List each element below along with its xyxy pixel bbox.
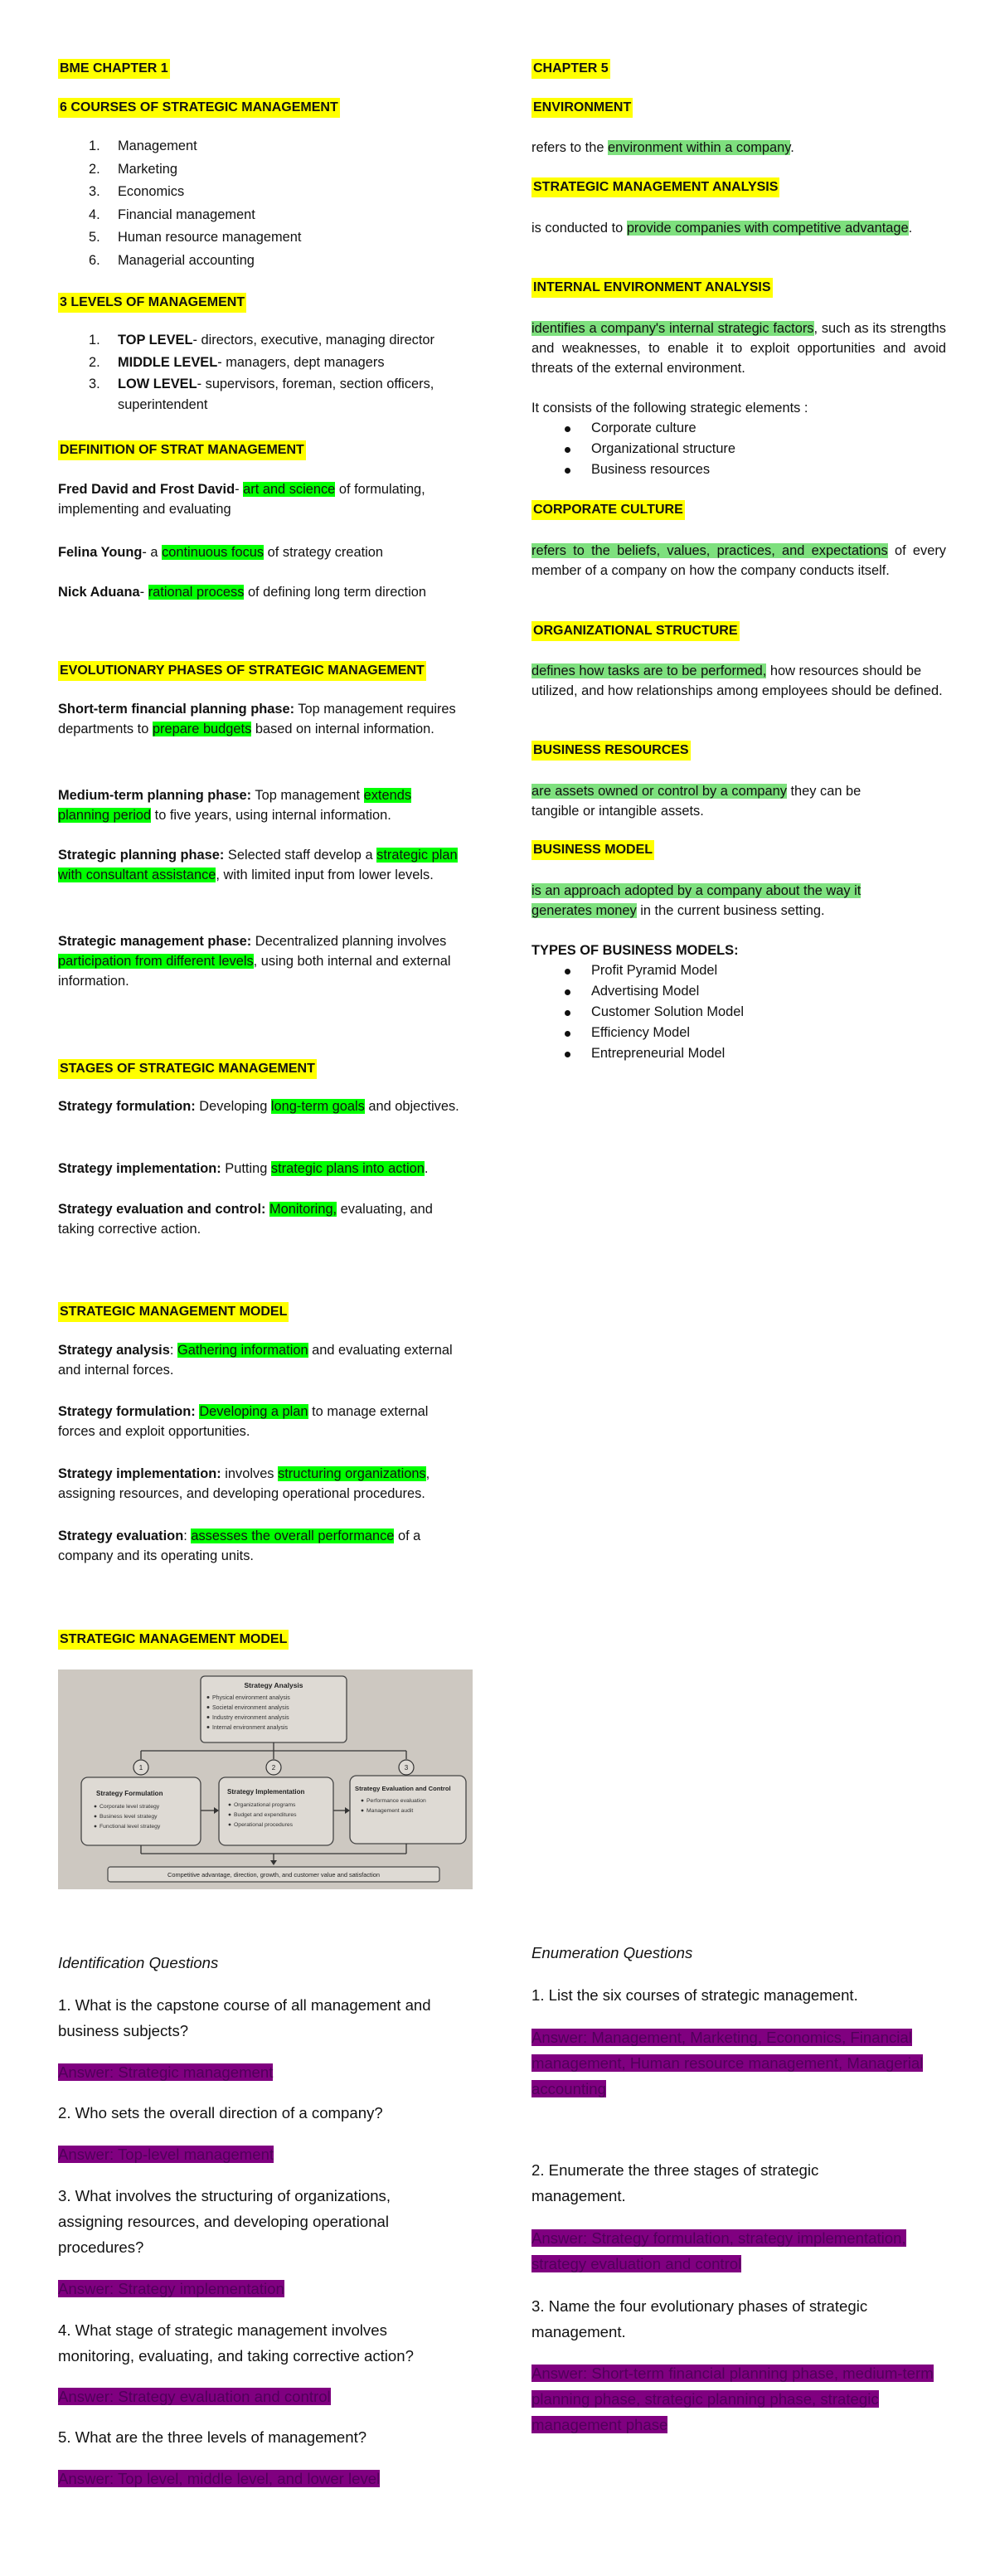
definition-felina-young: Felina Young- a continuous focus of strategy creation [58, 545, 384, 560]
phases-heading: EVOLUTIONARY PHASES OF STRATEGIC MANAGEMENT [58, 661, 426, 681]
list-item: 2. Marketing [89, 161, 177, 177]
id-answer: Answer: Top level, middle level, and lower level [58, 2470, 381, 2487]
evaluation-title: Strategy Evaluation and Control [355, 1785, 451, 1792]
enum-question: 3. Name the four evolutionary phases of strategic management. [531, 2297, 868, 2340]
id-question: 3. What involves the structuring of organizations, assigning resources, and developing operational procedures? [58, 2187, 391, 2256]
enum-question: 2. Enumerate the three stages of strategic management. [531, 2161, 819, 2204]
enumeration-heading: Enumeration Questions [531, 1944, 693, 1961]
implementation-item: Budget and expenditures [234, 1812, 297, 1818]
chapter-5-title: CHAPTER 5 [531, 59, 610, 79]
list-item: 2. MIDDLE LEVEL- managers, dept managers [89, 355, 385, 370]
list-item: Efficiency Model [531, 1023, 946, 1043]
internal-heading: INTERNAL ENVIRONMENT ANALYSIS [531, 278, 773, 298]
definition-nick-aduana: Nick Aduana- rational process of defining long term direction [58, 585, 426, 600]
analysis-heading: STRATEGIC MANAGEMENT ANALYSIS [531, 177, 779, 197]
phase-strategic-planning: Strategic planning phase: Selected staff develop a strategic plan with consultant assistance, with limited input from lower levels. [58, 848, 458, 882]
model-heading: STRATEGIC MANAGEMENT MODEL [58, 1302, 289, 1322]
list-item: Customer Solution Model [531, 1002, 946, 1023]
levels-list [58, 329, 473, 416]
stages-heading: STAGES OF STRATEGIC MANAGEMENT [58, 1059, 317, 1079]
internal-text: identifies a company's internal strategic factors, such as its strengths and weaknesses, to enable it to exploit opportunities and avoid threats of the external environment. [531, 321, 946, 376]
formulation-box [81, 1777, 201, 1845]
list-item: 3. LOW LEVEL- supervisors, foreman, section officers, superintendent [89, 377, 434, 412]
model-formulation: Strategy formulation: Developing a plan to manage external forces and exploit opportunities. [58, 1404, 429, 1439]
list-item: 4. Financial management [89, 207, 255, 222]
list-item: Business resources [531, 459, 946, 480]
structure-heading: ORGANIZATIONAL STRUCTURE [531, 621, 740, 641]
list-item: 5. Human resource management [89, 230, 302, 245]
phase-medium-term: Medium-term planning phase: Top management extends planning period to five years, using internal information. [58, 788, 412, 823]
definition-fred-david: Fred David and Frost David- art and science of formulating, implementing and evaluating [58, 482, 425, 517]
formulation-title: Strategy Formulation [96, 1790, 163, 1797]
resources-heading: BUSINESS RESOURCES [531, 741, 691, 761]
enum-question: 1. List the six courses of strategic management. [531, 1986, 858, 2004]
list-item: Entrepreneurial Model [531, 1043, 946, 1064]
list-item: Corporate culture [531, 418, 946, 439]
culture-heading: CORPORATE CULTURE [531, 500, 685, 520]
analysis-text: is conducted to provide companies with competitive advantage. [531, 221, 913, 236]
strategic-model-diagram [58, 1670, 473, 1889]
enum-answer: Answer: Short-term financial planning phase, medium-term planning phase, strategic planning phase, strategic management phase [531, 2365, 934, 2433]
stage-implementation: Strategy implementation: Putting strategic plans into action. [58, 1161, 429, 1176]
list-item: Advertising Model [531, 981, 946, 1002]
formulation-item: Corporate level strategy [100, 1804, 160, 1810]
model-heading-2: STRATEGIC MANAGEMENT MODEL [58, 1630, 289, 1650]
structure-text: defines how tasks are to be performed, how resources should be utilized, and how relationships among employees should be defined. [531, 663, 943, 698]
resources-text: are assets owned or control by a company they can be tangible or intangible assets. [531, 784, 862, 819]
list-item: Profit Pyramid Model [531, 960, 946, 981]
levels-heading: 3 LEVELS OF MANAGEMENT [58, 293, 246, 313]
id-answer: Answer: Strategy implementation [58, 2280, 284, 2297]
identification-heading: Identification Questions [58, 1954, 219, 1971]
id-question: 1. What is the capstone course of all management and business subjects? [58, 1996, 431, 2039]
implementation-item: Operational procedures [234, 1822, 294, 1828]
analysis-item: Industry environment analysis [212, 1715, 289, 1721]
list-item: Organizational structure [531, 439, 946, 459]
stage-formulation: Strategy formulation: Developing long-term goals and objectives. [58, 1099, 459, 1114]
phase-short-term: Short-term financial planning phase: Top management requires departments to prepare budgets based on internal information. [58, 702, 456, 736]
types-heading: TYPES OF BUSINESS MODELS: [531, 943, 739, 958]
step-number: 2 [271, 1764, 276, 1772]
id-answer: Answer: Strategic management [58, 2063, 274, 2081]
stage-evaluation: Strategy evaluation and control: Monitoring, evaluating, and taking corrective action. [58, 1202, 433, 1237]
formulation-item: Functional level strategy [100, 1824, 161, 1830]
evaluation-item: Management audit [366, 1808, 414, 1814]
list-item: 1. Management [89, 139, 197, 153]
analysis-item: Physical environment analysis [212, 1695, 290, 1701]
list-item: 6. Managerial accounting [89, 252, 255, 268]
environment-text: refers to the environment within a company. [531, 140, 794, 155]
evaluation-item: Performance evaluation [366, 1798, 426, 1804]
model-evaluation: Strategy evaluation: assesses the overall performance of a company and its operating units. [58, 1529, 421, 1563]
culture-text: refers to the beliefs, values, practices, and expectations of every member of a company on how the company conducts itself. [531, 543, 946, 578]
diagram-footer: Competitive advantage, direction, growth, and customer value and satisfaction [167, 1871, 380, 1879]
list-item: 3. Economics [89, 184, 185, 199]
step-number: 1 [138, 1764, 143, 1772]
list-item: 1. TOP LEVEL- directors, executive, managing director [89, 333, 435, 348]
analysis-item: Societal environment analysis [212, 1705, 289, 1711]
types-list [531, 960, 946, 1064]
courses-heading: 6 COURSES OF STRATEGIC MANAGEMENT [58, 98, 340, 118]
definition-heading: DEFINITION OF STRAT MANAGEMENT [58, 440, 306, 460]
enum-answer: Answer: Strategy formulation, strategy implementation, strategy evaluation and control [531, 2229, 906, 2272]
business-model-heading: BUSINESS MODEL [531, 840, 654, 860]
model-analysis: Strategy analysis: Gathering information and evaluating external and internal forces. [58, 1343, 453, 1378]
implementation-item: Organizational programs [234, 1802, 296, 1808]
courses-list [58, 135, 473, 272]
elements-list [531, 418, 946, 480]
elements-intro: It consists of the following strategic elements : [531, 401, 808, 416]
enum-answer: Answer: Management, Marketing, Economics, Financial management, Human resource management, Managerial accounting [531, 2029, 924, 2097]
phase-strategic-management: Strategic management phase: Decentralized planning involves participation from different levels, using both internal and external information. [58, 934, 451, 989]
analysis-title: Strategy Analysis [244, 1681, 303, 1689]
id-question: 5. What are the three levels of management? [58, 2428, 367, 2446]
id-question: 2. Who sets the overall direction of a company? [58, 2104, 383, 2122]
id-answer: Answer: Strategy evaluation and control [58, 2388, 331, 2405]
formulation-item: Business level strategy [100, 1814, 158, 1820]
id-answer: Answer: Top-level management [58, 2146, 274, 2163]
chapter-1-title: BME CHAPTER 1 [58, 59, 170, 79]
model-implementation: Strategy implementation: involves structuring organizations, assigning resources, and developing operational procedures. [58, 1466, 430, 1501]
step-number: 3 [404, 1764, 409, 1772]
analysis-item: Internal environment analysis [212, 1725, 289, 1731]
implementation-title: Strategy Implementation [227, 1788, 305, 1796]
environment-heading: ENVIRONMENT [531, 98, 633, 118]
id-question: 4. What stage of strategic management involves monitoring, evaluating, and taking corrective action? [58, 2321, 414, 2365]
business-model-text: is an approach adopted by a company about the way it generates money in the current business setting. [531, 883, 862, 918]
